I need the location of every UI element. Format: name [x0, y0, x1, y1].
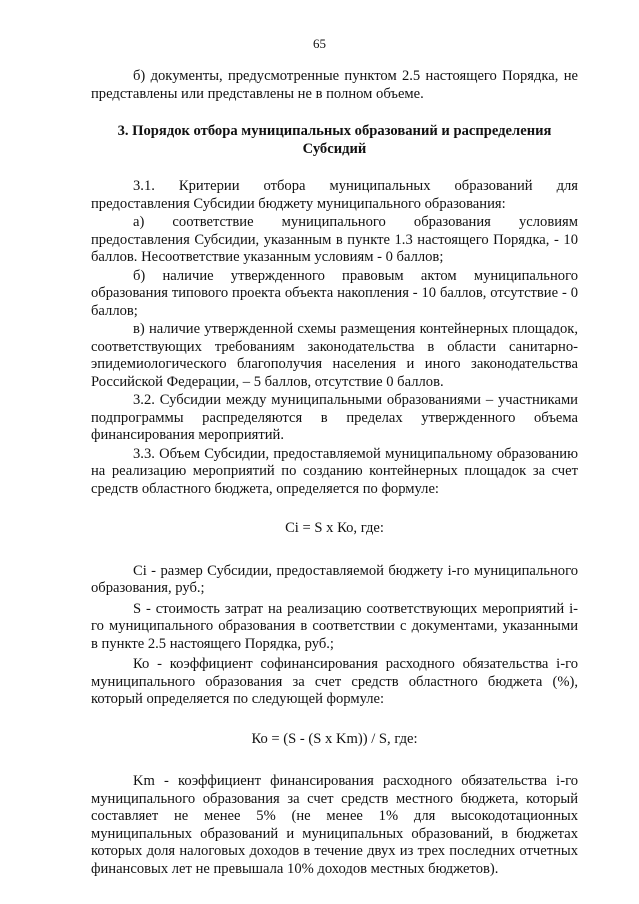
paragraph-3-1: 3.1. Критерии отбора муниципальных образований для предоставления Субсидии бюджету муниципального образования:: [91, 178, 578, 212]
definition-ci: Ci - размер Субсидии, предоставляемой бюджету i-го муниципального образования, руб.;: [91, 562, 578, 596]
paragraph-3-3: 3.3. Объем Субсидии, предоставляемой муниципальному образованию на реализацию мероприятий по созданию контейнерных площадок за счет средств областного бюджета, определяется по формуле:: [91, 445, 578, 497]
paragraph-3-2: 3.2. Субсидии между муниципальными образованиями – участниками подпрограммы распределяются в пределах утвержденного объема финансирования мероприятий.: [91, 392, 578, 443]
paragraph-a: а) соответствие муниципального образования условиям предоставления Субсидии, указанным в пункте 1.3 настоящего Порядка, - 10 баллов. Несоответствие указанным условиям - 0 баллов;: [91, 214, 578, 265]
section-title: 3. Порядок отбора муниципальных образований и распределения Субсидий: [117, 123, 552, 157]
formula-ko: Ко = (S - (S x Km)) / S, где:: [251, 730, 418, 747]
paragraph-v: в) наличие утвержденной схемы размещения контейнерных площадок, соответствующих требованиям законодательства в области санитарно-эпидемиологического благополучия населения и иного законодательства Российской Федерации, – 5 баллов, отсутствие 0 баллов.: [91, 321, 578, 390]
document-body: [91, 68, 578, 878]
definition-km: Km - коэффициент финансирования расходного обязательства i-го муниципального образования за счет средств местного бюджета, который составляет не менее 5% (не менее 1% для высокодотационных муниципальных образований и муниципальных образований, в бюджетах которых доля налоговых доходов в течение двух из трех последних отчетных финансовых лет не превышала 10% доходов местных бюджетов).: [91, 773, 578, 877]
paragraph-b: б) наличие утвержденного правовым актом муниципального образования типового проекта объекта накопления - 10 баллов, отсутствие - 0 баллов;: [91, 267, 578, 319]
paragraph-intro: б) документы, предусмотренные пунктом 2.5 настоящего Порядка, не представлены или представлены не в полном объеме.: [91, 68, 578, 102]
definition-ko: Ко - коэффициент софинансирования расходного обязательства i-го муниципального образования за счет средств областного бюджета (%), который определяется по следующей формуле:: [91, 656, 578, 707]
page-number: 65: [313, 36, 326, 51]
formula-ci: Ci = S x Ко, где:: [285, 520, 384, 536]
definition-s: S - стоимость затрат на реализацию соответствующих мероприятий i-го муниципального образования в соответствии с документами, указанными в пункте 2.5 настоящего Порядка, руб.;: [91, 600, 578, 652]
